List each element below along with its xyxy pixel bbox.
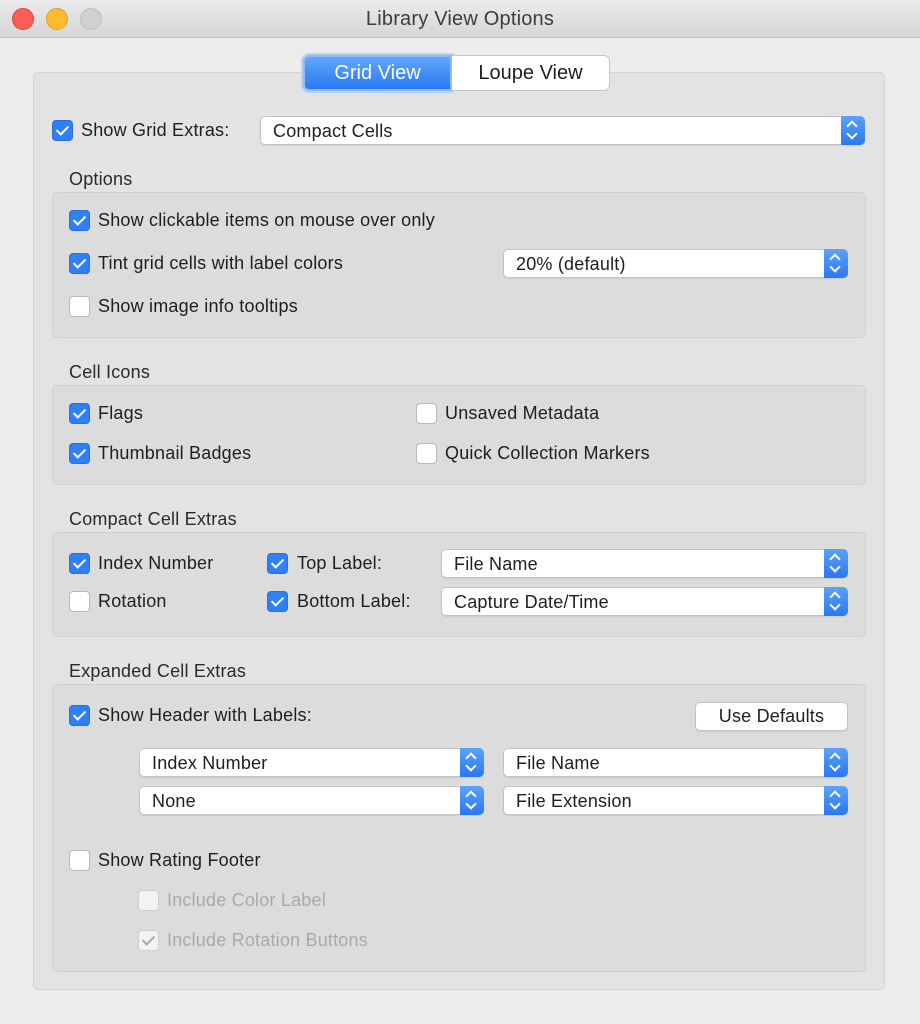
bottom-label-select[interactable] [441, 587, 848, 616]
thumbnail-badges-checkbox[interactable] [69, 443, 90, 464]
chevron-updown-icon [460, 786, 484, 815]
tab-loupe-view[interactable]: Loupe View [452, 55, 610, 91]
show-grid-extras-checkbox[interactable] [52, 120, 73, 141]
tint-cells-label: Tint grid cells with label colors [98, 253, 344, 273]
top-label-select[interactable] [441, 549, 848, 578]
rotation-label: Rotation [98, 591, 167, 611]
image-info-tooltips-label: Show image info tooltips [98, 296, 298, 316]
header-label-4-select[interactable] [503, 786, 848, 815]
header-label-1-value: Index Number [152, 753, 268, 773]
flags-checkbox[interactable] [69, 403, 90, 424]
chevron-updown-icon [460, 748, 484, 777]
show-header-checkbox[interactable] [69, 705, 90, 726]
include-rotation-buttons-checkbox[interactable] [138, 930, 159, 951]
chevron-updown-icon [824, 587, 848, 616]
chevron-updown-icon [824, 748, 848, 777]
include-color-label-checkbox[interactable] [138, 890, 159, 911]
compact-extras-title: Compact Cell Extras [69, 509, 237, 529]
bottom-label-checkbox[interactable] [267, 591, 288, 612]
clickable-items-checkbox[interactable] [69, 210, 90, 231]
show-header-label: Show Header with Labels: [98, 705, 312, 725]
view-tabs [303, 55, 610, 93]
rotation-checkbox[interactable] [69, 591, 90, 612]
chevron-updown-icon [824, 249, 848, 278]
image-info-tooltips-checkbox[interactable] [69, 296, 90, 317]
index-number-label: Index Number [98, 553, 214, 573]
use-defaults-button[interactable]: Use Defaults [695, 702, 848, 731]
header-label-2-value: File Name [516, 753, 600, 773]
chevron-updown-icon [824, 786, 848, 815]
bottom-label-value: Capture Date/Time [454, 592, 609, 612]
quick-collection-label: Quick Collection Markers [445, 443, 650, 463]
include-rotation-buttons-label: Include Rotation Buttons [167, 930, 368, 950]
grid-extras-select[interactable] [260, 116, 865, 145]
top-label-checkbox[interactable] [267, 553, 288, 574]
title-bar [0, 0, 920, 38]
header-label-3-value: None [152, 791, 196, 811]
header-label-4-value: File Extension [516, 791, 632, 811]
cell-icons-title: Cell Icons [69, 362, 151, 382]
rating-footer-label: Show Rating Footer [98, 850, 261, 870]
rating-footer-checkbox[interactable] [69, 850, 90, 871]
compact-extras-group [52, 532, 866, 637]
options-title: Options [69, 169, 133, 189]
show-grid-extras-label: Show Grid Extras: [81, 120, 230, 140]
grid-extras-value: Compact Cells [273, 121, 393, 141]
flags-label: Flags [98, 403, 144, 423]
index-number-checkbox[interactable] [69, 553, 90, 574]
include-color-label-label: Include Color Label [167, 890, 326, 910]
quick-collection-checkbox[interactable] [416, 443, 437, 464]
top-label-value: File Name [454, 554, 538, 574]
top-label-label: Top Label: [297, 553, 383, 573]
bottom-label-label: Bottom Label: [297, 591, 411, 611]
header-label-3-select[interactable] [139, 786, 484, 815]
chevron-updown-icon [841, 116, 865, 145]
clickable-items-label: Show clickable items on mouse over only [98, 210, 435, 230]
tint-amount-value: 20% (default) [516, 254, 626, 274]
window-title: Library View Options [365, 8, 555, 30]
cell-icons-group [52, 385, 866, 485]
tint-cells-checkbox[interactable] [69, 253, 90, 274]
tab-grid-view[interactable]: Grid View [303, 55, 452, 91]
unsaved-metadata-checkbox[interactable] [416, 403, 437, 424]
header-label-2-select[interactable] [503, 748, 848, 777]
tint-amount-select[interactable] [503, 249, 848, 278]
unsaved-metadata-label: Unsaved Metadata [445, 403, 600, 423]
expanded-extras-title: Expanded Cell Extras [69, 661, 247, 681]
thumbnail-badges-label: Thumbnail Badges [98, 443, 252, 463]
header-label-1-select[interactable] [139, 748, 484, 777]
chevron-updown-icon [824, 549, 848, 578]
